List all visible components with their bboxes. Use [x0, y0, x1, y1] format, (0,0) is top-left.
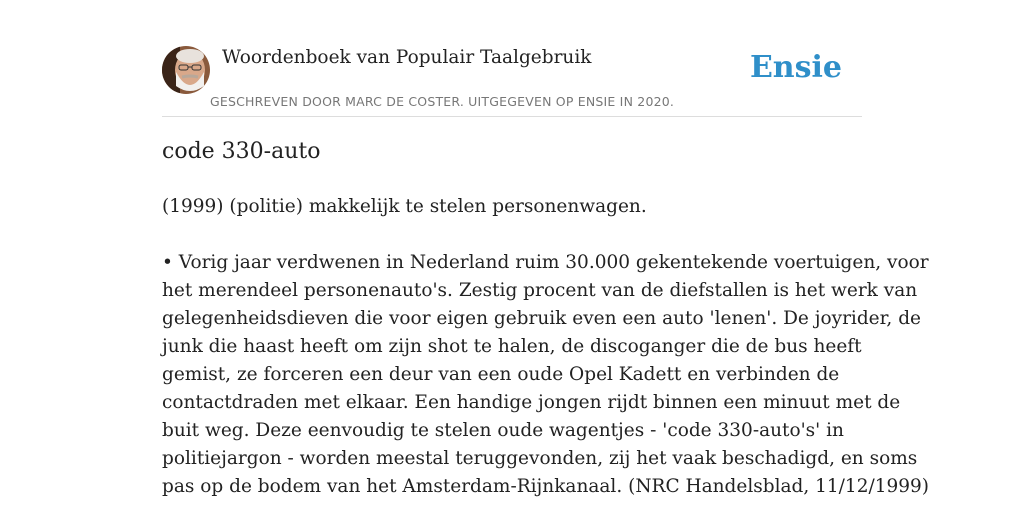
author-photo-icon — [162, 46, 210, 94]
ensie-logo[interactable]: Ensie — [749, 50, 842, 85]
example-line: politiejargon - worden meestal teruggevonden, zij het vaak beschadigd, en soms — [162, 448, 918, 469]
author-byline: GESCHREVEN DOOR MARC DE COSTER. UITGEGEVEN OP ENSIE IN 2020. — [210, 94, 675, 109]
entry-definition: (1999) (politie) makkelijk te stelen personenwagen. — [162, 196, 647, 217]
book-title[interactable]: Woordenboek van Populair Taalgebruik — [222, 47, 592, 68]
example-line: buit weg. Deze eenvoudig te stelen oude wagentjes - 'code 330-auto's' in — [162, 420, 844, 441]
example-line: gelegenheidsdieven die voor eigen gebruik even een auto 'lenen'. De joyrider, de — [162, 308, 921, 329]
example-line: gemist, ze forceren een deur van een oude Opel Kadett en verbinden de — [162, 364, 840, 385]
entry-term: code 330-auto — [162, 139, 321, 164]
example-line: • Vorig jaar verdwenen in Nederland ruim 30.000 gekentekende voertuigen, voor — [162, 252, 929, 273]
page-header — [162, 46, 862, 117]
example-line: pas op de bodem van het Amsterdam-Rijnkanaal. (NRC Handelsblad, 11/12/1999) — [162, 476, 929, 497]
entry-example — [162, 249, 929, 501]
author-avatar[interactable] — [162, 46, 210, 94]
example-line: contactdraden met elkaar. Een handige jongen rijdt binnen een minuut met de — [162, 392, 901, 413]
example-line: het merendeel personenauto's. Zestig procent van de diefstallen is het werk van — [162, 280, 918, 301]
example-line: junk die haast heeft om zijn shot te halen, de discoganger die de bus heeft — [162, 336, 862, 357]
